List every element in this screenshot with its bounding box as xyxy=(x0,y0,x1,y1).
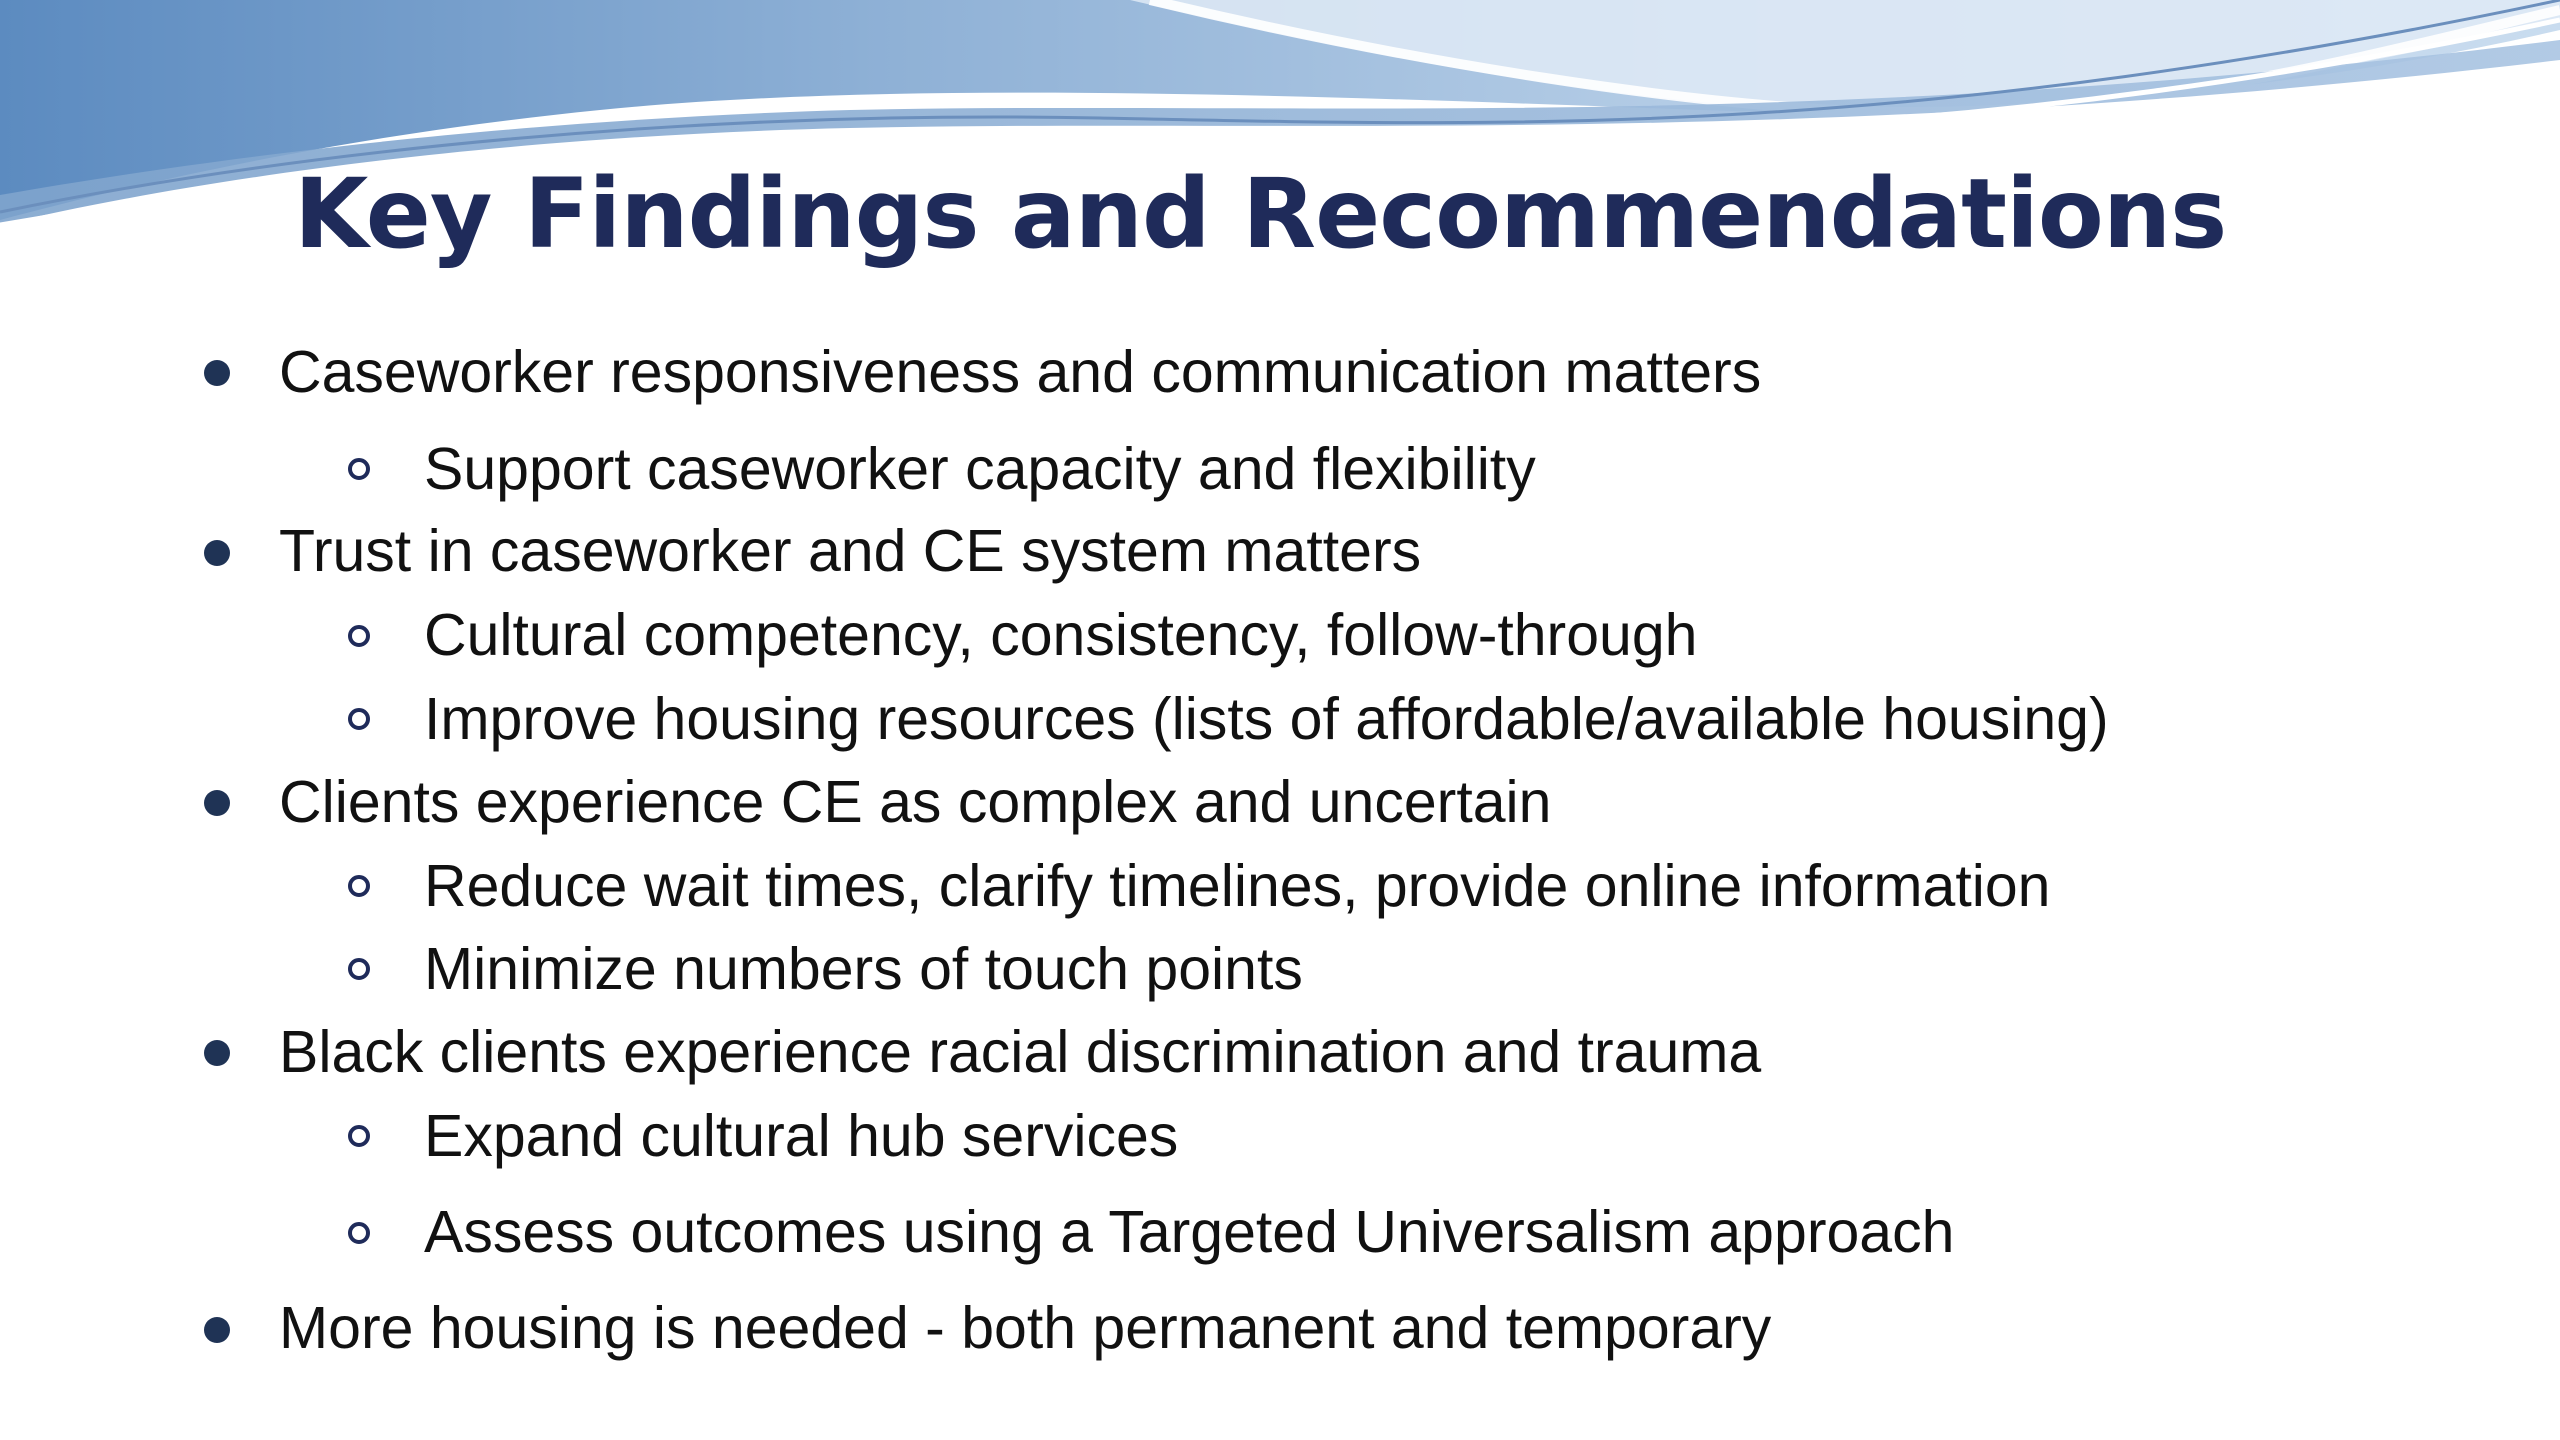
finding-bullet-icon xyxy=(204,1040,230,1066)
recommendation-item: Assess outcomes using a Targeted Universalism approach xyxy=(424,1199,1955,1265)
finding-item: Black clients experience racial discrimination and trauma xyxy=(279,1019,1762,1085)
recommendation-item: Cultural competency, consistency, follow-through xyxy=(424,602,1698,668)
recommendation-bullet-icon xyxy=(348,1222,370,1244)
recommendation-item: Reduce wait times, clarify timelines, provide online information xyxy=(424,853,2051,919)
finding-item: Caseworker responsiveness and communication matters xyxy=(279,339,1762,405)
finding-bullet-icon xyxy=(204,540,230,566)
recommendation-bullet-icon xyxy=(348,958,370,980)
recommendation-bullet-icon xyxy=(348,458,370,480)
recommendation-bullet-icon xyxy=(348,1125,370,1147)
recommendation-item: Expand cultural hub services xyxy=(424,1103,1179,1169)
finding-item: More housing is needed - both permanent and temporary xyxy=(279,1295,1772,1361)
finding-item: Trust in caseworker and CE system matters xyxy=(279,518,1422,584)
recommendation-item: Support caseworker capacity and flexibility xyxy=(424,436,1536,502)
finding-item: Clients experience CE as complex and uncertain xyxy=(279,769,1552,835)
recommendation-bullet-icon xyxy=(348,708,370,730)
recommendation-item: Minimize numbers of touch points xyxy=(424,936,1303,1002)
recommendation-item: Improve housing resources (lists of affordable/available housing) xyxy=(424,686,2109,752)
recommendation-bullet-icon xyxy=(348,875,370,897)
finding-bullet-icon xyxy=(204,1317,230,1343)
finding-bullet-icon xyxy=(204,790,230,816)
recommendation-bullet-icon xyxy=(348,625,370,647)
finding-bullet-icon xyxy=(204,360,230,386)
slide-title: Key Findings and Recommendations xyxy=(294,158,2227,270)
